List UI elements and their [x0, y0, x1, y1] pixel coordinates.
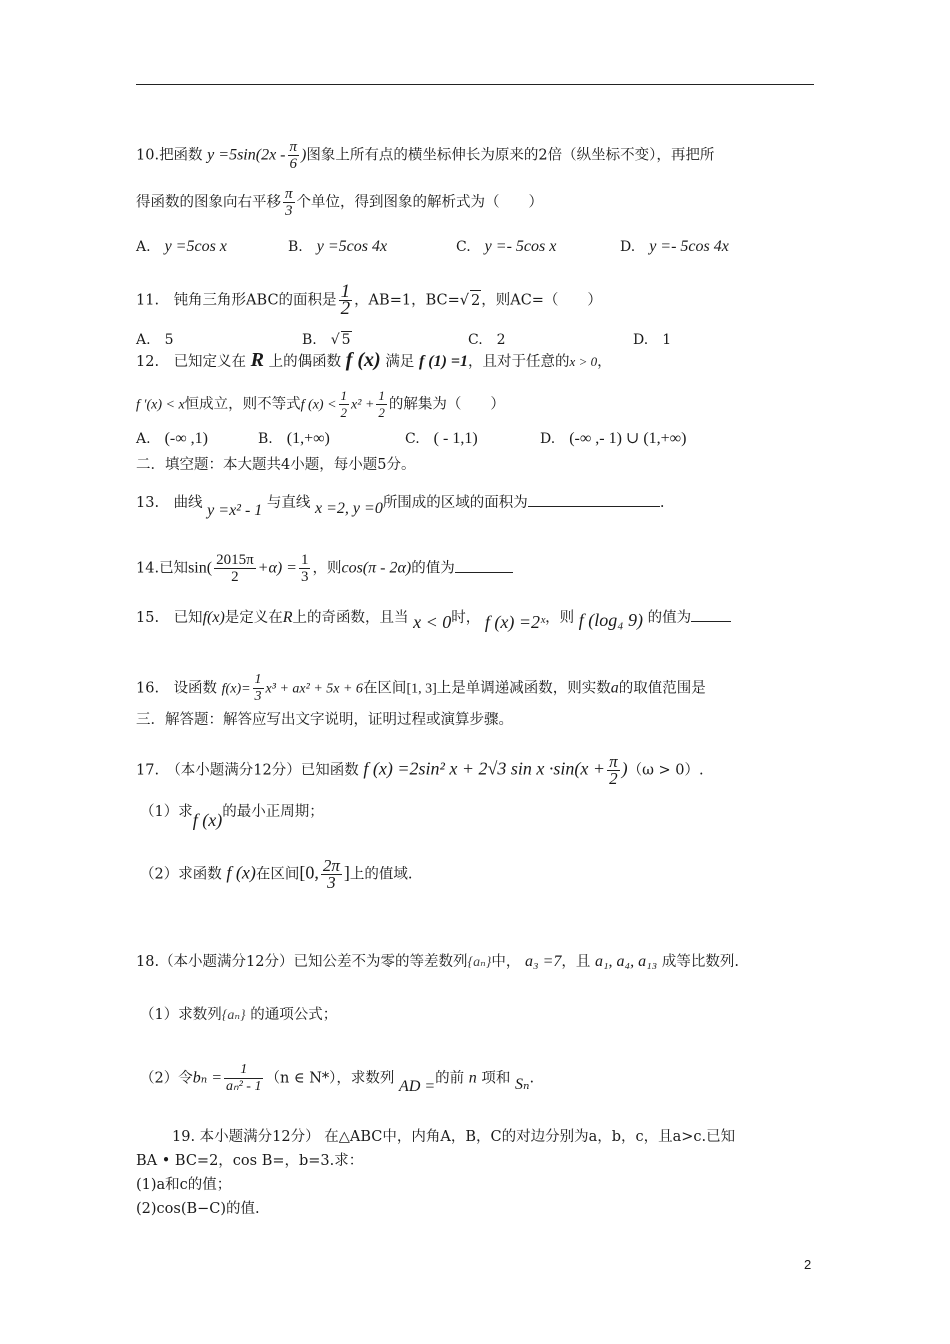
q11-option-a: A. 5 [136, 332, 174, 348]
q15-answer-blank[interactable] [691, 607, 731, 622]
q12-option-d: D. (-∞ ,- 1) ∪ (1,+∞) [540, 430, 687, 447]
q14-answer-blank[interactable] [455, 558, 513, 573]
q18-line: 18.（本小题满分12分）已知公差不为零的等差数列{aₙ}中， a₃ =7，且 a₁, a₄, a₁₃ 成等比数列. [136, 953, 739, 970]
q10-option-a: A. y =5cos x [136, 238, 227, 255]
q10-option-d: D. y =- 5cos 4x [620, 238, 729, 255]
q14-line: 14.已知sin( $\frac{2015\pi}{2}$ +α) = $\frac{1}{3}$ ，则cos(π - 2α)的值为 [136, 552, 513, 585]
q16-line: 16. 设函数 f(x)= $\frac{1}{3}$ x³ + ax² + 5x + 6在区间[1, 3]上是单调递减函数，则实数a的取值范围是 [136, 672, 706, 704]
page-number: 2 [804, 1257, 812, 1272]
q10-line2: 得函数的图象向右平移 $\frac{\pi}{3}$ 个单位，得到图象的解析式为（ ） [136, 186, 544, 219]
q10-fraction: $\frac{\pi}{6}$ [289, 139, 298, 172]
q19-line3: (1)a和c的值； [136, 1177, 232, 1193]
q10-option-c: C. y =- 5cos x [456, 238, 557, 255]
section2-heading: 二．填空题：本大题共4小题，每小题5分。 [136, 457, 416, 473]
q13-line: 13. 曲线 y =x² - 1 与直线 x =2, y =0所围成的区域的面积为 . [136, 492, 664, 513]
q11-option-c: C. 2 [468, 332, 506, 348]
q11-option-d: D. 1 [633, 332, 672, 348]
q18-sub1: （1）求数列{aₙ} 的通项公式； [140, 1007, 338, 1023]
q17-sub1: （1）求f (x)的最小正周期； [140, 804, 324, 830]
section3-heading: 三．解答题：解答应写出文字说明，证明过程或演算步骤。 [136, 712, 513, 728]
q18-sub2: （2）令bₙ = $\frac{1}{\text{aₙ² - 1}}$ （n ∈ N*），求数列 AD =的前 n 项和 Sₙ. [140, 1062, 535, 1095]
q12-option-a: A. (-∞ ,1) [136, 430, 208, 447]
q12-line1: 12. 已知定义在 R 上的偶函数 f (x) 满足 f (1) =1，且对于任意的x > 0， [136, 349, 612, 371]
q13-answer-blank[interactable] [528, 492, 660, 507]
q19-line2: BA • BC=2，cos B=，b=3.求： [136, 1153, 364, 1169]
q12-option-b: B. (1,+∞) [258, 430, 330, 447]
header-rule [136, 84, 814, 85]
q11-option-b: B. √ 5 [302, 332, 351, 348]
q12-line2: f ′(x) < x恒成立，则不等式f (x) < $\frac{1}{2}$ x² + $\frac{1}{2}$ 的解集为（ ） [136, 388, 505, 420]
q15-line: 15. 已知f(x)是定义在R上的奇函数，且当 x < 0时， f (x) =2ˣ，则 f (log₄ 9) 的值为 [136, 606, 731, 628]
q19-line1: 19. 本小题满分12分） 在△ABC中，内角A，B，C的对边分别为a，b，c，且a>c.已知 [172, 1129, 736, 1145]
q10-line1: 10.把函数 y =5sin(2x - $\frac{\pi}{6}$ )图象上所有点的横坐标伸长为原来的2倍（纵坐标不变），再把所 [136, 139, 715, 172]
q12-option-c: C. ( - 1,1) [405, 430, 478, 447]
q19-line4: (2)cos(B−C)的值. [136, 1201, 260, 1217]
q17-line: 17. （本小题满分12分）已知函数 f (x) =2sin² x + 2√3 sin x ·sin(x + $\frac{\pi}{2}$ )（ω > 0）. [136, 752, 704, 788]
q17-sub2: （2）求函数 f (x)在区间[0, $\frac{2\pi}{3}$ ]上的值域. [140, 856, 413, 892]
q11-line: 11. 钝角三角形ABC的面积是 $\frac{1}{2}$ ，AB=1，BC=√ 2，则AC=（ ） [136, 281, 602, 319]
q10-option-b: B. y =5cos 4x [288, 238, 388, 255]
